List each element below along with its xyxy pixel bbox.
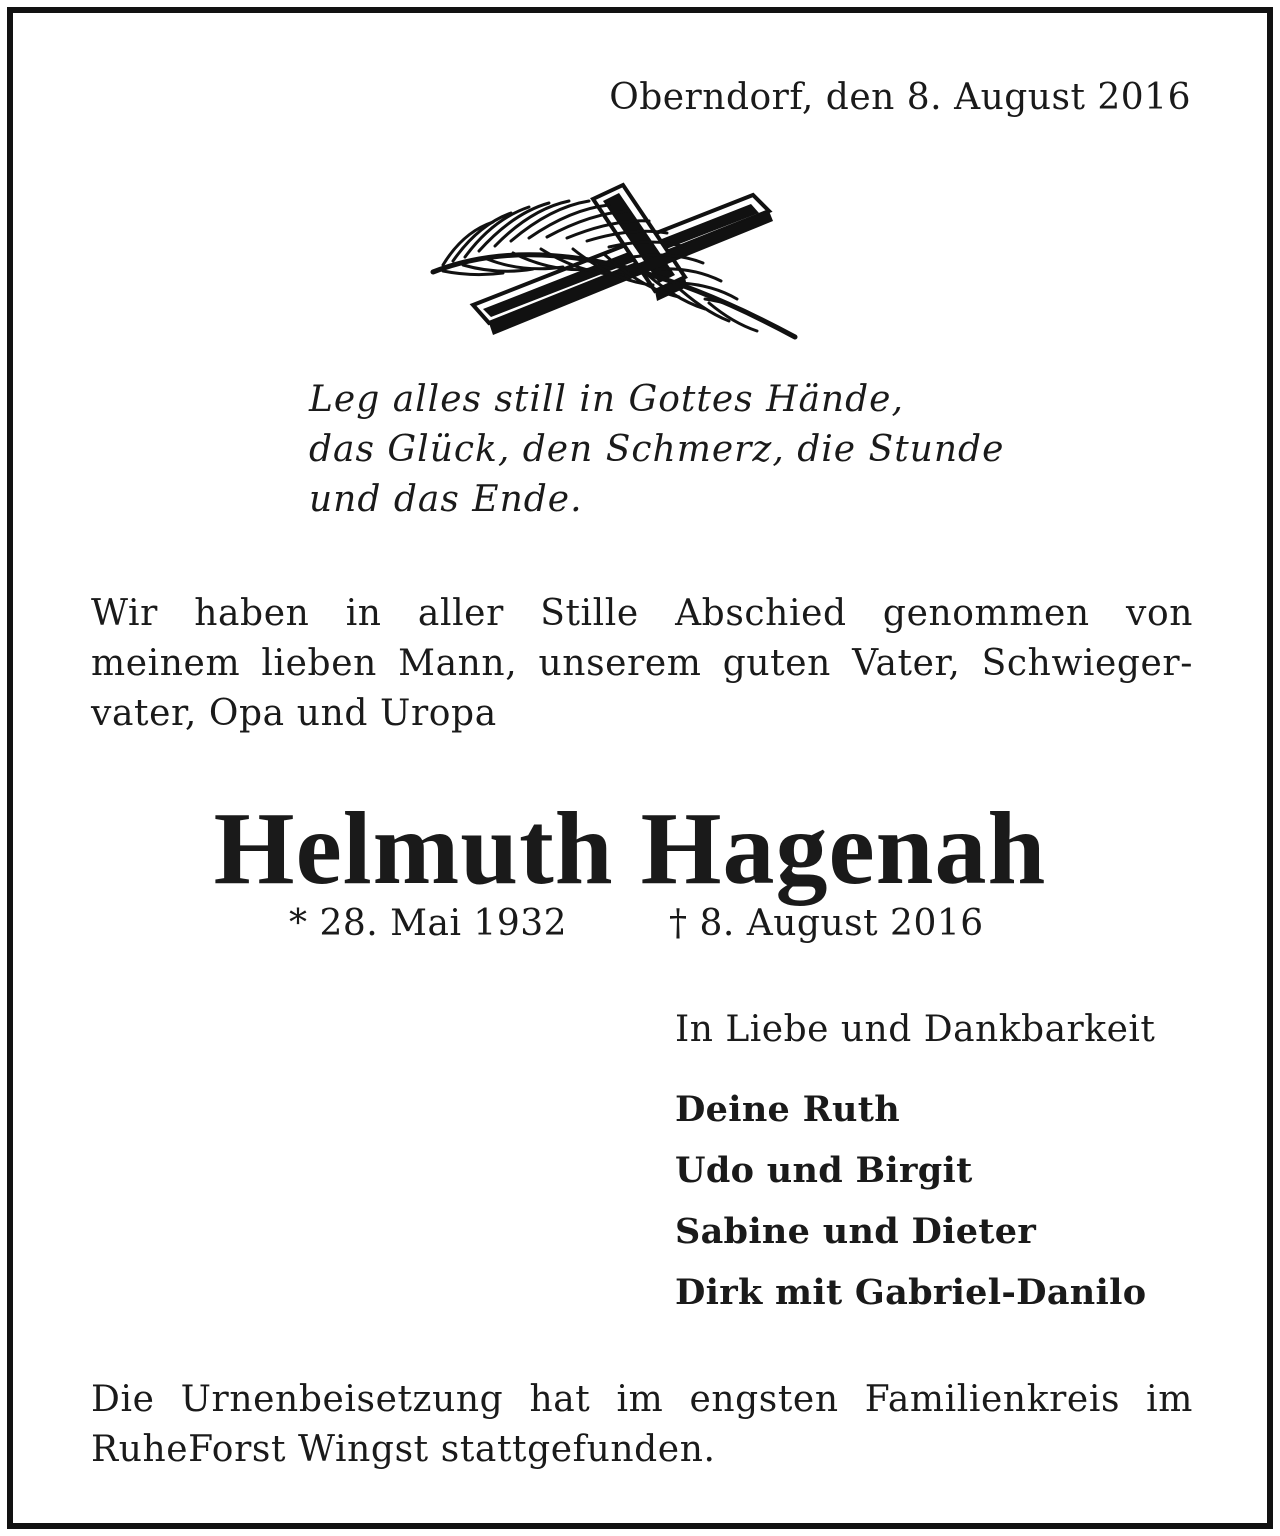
obituary-notice xyxy=(7,7,1273,1529)
verse-line: Leg alles still in Gottes Hände, xyxy=(309,379,904,420)
intro-line: Wir haben in aller Stille Abschied genommen von xyxy=(91,593,1193,634)
verse-line: und das Ende. xyxy=(309,479,583,520)
intro-line: meinem lieben Mann, unserem guten Vater, Schwieger- xyxy=(91,643,1193,684)
cross-with-palm-frond-icon xyxy=(423,177,813,347)
mourner: Udo und Birgit xyxy=(675,1150,973,1191)
footer-text xyxy=(91,1375,1193,1475)
intro-text xyxy=(91,589,1193,739)
place-date: Oberndorf, den 8. August 2016 xyxy=(609,77,1191,118)
mourner: Deine Ruth xyxy=(675,1089,900,1130)
birth-date: * 28. Mai 1932 xyxy=(289,903,568,944)
footer-line: RuheForst Wingst stattgefunden. xyxy=(91,1429,716,1470)
mourners-list xyxy=(675,1079,1146,1323)
intro-line: vater, Opa und Uropa xyxy=(91,693,497,734)
verse xyxy=(309,375,1109,525)
mourner: Dirk mit Gabriel-Danilo xyxy=(675,1272,1147,1313)
footer-line: Die Urnenbeisetzung hat im engsten Familienkreis im xyxy=(91,1379,1193,1420)
deceased-name: Helmuth Hagenah xyxy=(213,791,1047,906)
closing-phrase: In Liebe und Dankbarkeit xyxy=(675,1009,1156,1050)
verse-line: das Glück, den Schmerz, die Stunde xyxy=(309,429,1005,470)
mourner: Sabine und Dieter xyxy=(675,1211,1037,1252)
death-date: † 8. August 2016 xyxy=(669,903,984,944)
